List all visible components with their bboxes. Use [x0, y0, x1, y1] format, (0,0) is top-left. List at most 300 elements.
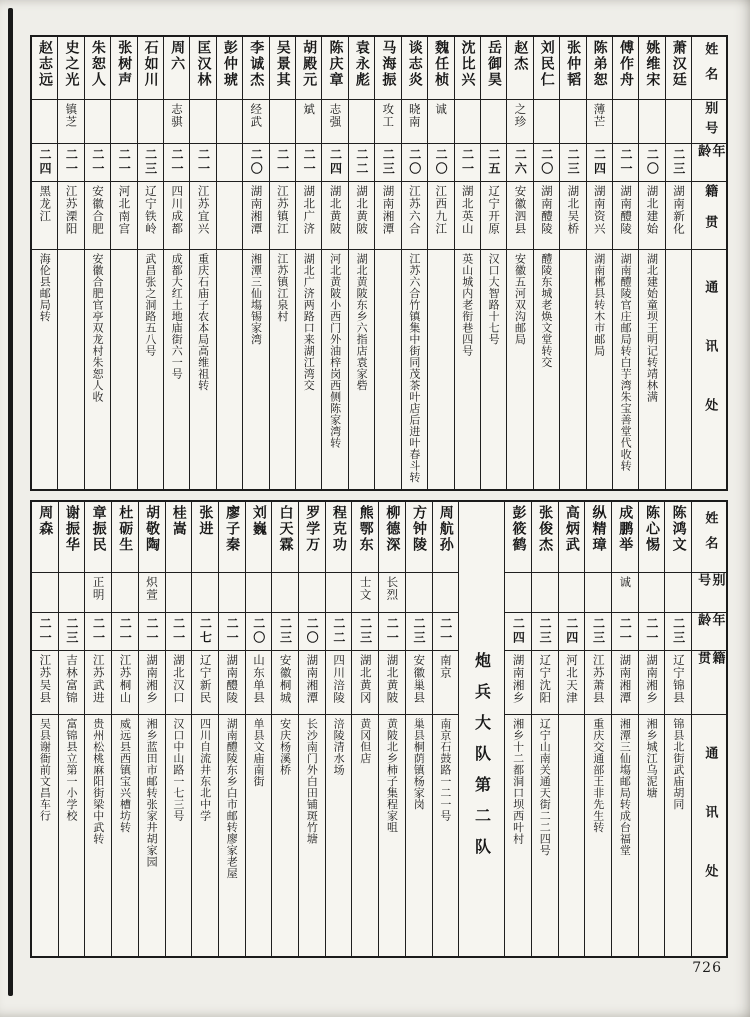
address-cell	[428, 249, 453, 489]
name-cell	[59, 502, 85, 572]
name-cell-text: 周森	[37, 505, 54, 537]
native-place-cell-text: 湖北吴桥	[566, 185, 581, 235]
alias-cell	[481, 99, 506, 143]
age-cell-text: 二一	[171, 616, 186, 645]
person-column	[455, 37, 481, 489]
alias-cell	[85, 99, 110, 143]
age-cell-text: 二〇	[407, 147, 422, 176]
native-place-cell-text: 湖南湘潭	[618, 654, 633, 704]
alias-cell	[326, 572, 352, 612]
alias-cell	[139, 572, 165, 612]
header-address	[692, 249, 726, 489]
name-cell-text: 陈鸿文	[670, 505, 687, 553]
age-cell	[428, 143, 453, 181]
address-cell-text: 湖南郴县转木市邮局	[592, 253, 606, 357]
name-cell-text: 胡敬陶	[144, 505, 160, 553]
age-cell-text: 二三	[566, 147, 581, 176]
alias-cell	[505, 572, 531, 612]
age-cell-text: 二五	[486, 147, 501, 176]
address-cell	[299, 714, 325, 956]
native-place-cell	[665, 650, 691, 714]
person-column	[507, 37, 533, 489]
native-place-cell-text: 辽宁铁岭	[143, 185, 158, 235]
name-cell-text: 程克功	[330, 505, 347, 553]
address-cell	[505, 714, 531, 956]
age-cell	[217, 143, 242, 181]
alias-cell-text: 晓南	[407, 103, 422, 128]
alias-cell	[665, 572, 691, 612]
name-cell	[505, 502, 531, 572]
alias-cell	[375, 99, 400, 143]
age-cell	[243, 143, 268, 181]
address-cell	[352, 714, 378, 956]
alias-cell	[166, 572, 192, 612]
address-cell	[243, 249, 268, 489]
age-cell-text: 二一	[618, 616, 633, 645]
address-cell	[402, 249, 427, 489]
address-cell-text: 安徽五河双沟邮局	[513, 253, 527, 345]
scan-edge-bar	[8, 8, 13, 996]
unit-divider-label: 炮兵大队第二队	[472, 652, 492, 869]
native-place-cell-text: 江苏武进	[91, 654, 106, 704]
address-cell	[85, 249, 110, 489]
age-cell-text: 二三	[381, 147, 396, 176]
name-cell	[455, 37, 480, 99]
alias-cell	[322, 99, 347, 143]
alias-cell	[455, 99, 480, 143]
person-column	[164, 37, 190, 489]
name-cell-text: 成鹏举	[617, 505, 634, 553]
age-cell-text: 二〇	[539, 147, 554, 176]
header-address-text: 通讯处	[702, 280, 718, 457]
native-place-cell-text: 南京	[438, 654, 453, 679]
person-column	[299, 502, 326, 956]
alias-cell-text: 正明	[91, 576, 106, 601]
native-place-cell	[85, 181, 110, 249]
native-place-cell-text: 四川成都	[170, 185, 185, 235]
header-alias	[692, 99, 726, 143]
address-cell	[138, 249, 163, 489]
person-column	[138, 37, 164, 489]
header-column	[692, 502, 726, 956]
native-place-cell-text: 江西九江	[434, 185, 449, 235]
native-place-cell-text: 湖北汉口	[171, 654, 186, 704]
age-cell-text: 二三	[143, 147, 158, 176]
age-cell	[192, 612, 218, 650]
name-cell	[428, 37, 453, 99]
age-cell-text: 二四	[38, 147, 52, 176]
age-cell	[587, 143, 612, 181]
alias-cell	[58, 99, 83, 143]
name-cell-text: 罗学万	[304, 505, 321, 553]
address-cell-text: 富锦县立第一小学校	[65, 718, 79, 822]
name-cell-text: 谈志炎	[406, 40, 423, 88]
alias-cell	[402, 99, 427, 143]
native-place-cell-text: 湖北黄陂	[328, 185, 343, 235]
age-cell-text: 二〇	[645, 147, 660, 176]
alias-cell	[534, 99, 559, 143]
name-cell	[85, 37, 110, 99]
alias-cell	[190, 99, 215, 143]
native-place-cell	[32, 181, 57, 249]
name-cell	[246, 502, 272, 572]
address-cell-text: 单县文庙南街	[251, 718, 265, 787]
alias-cell	[585, 572, 611, 612]
name-cell	[639, 37, 664, 99]
address-cell-text: 汉口大智路十七号	[487, 253, 501, 345]
alias-cell	[296, 99, 321, 143]
native-place-cell	[59, 650, 85, 714]
native-place-cell	[379, 650, 405, 714]
address-cell	[665, 714, 691, 956]
name-cell-text: 朱恕人	[89, 40, 106, 88]
name-cell-text: 白天霖	[277, 505, 294, 553]
person-column	[326, 502, 353, 956]
native-place-cell	[299, 650, 325, 714]
address-cell	[164, 249, 189, 489]
native-place-cell	[507, 181, 532, 249]
address-cell-text: 重庆交通部王非先生转	[591, 718, 605, 833]
alias-cell-text: 士文	[358, 576, 373, 601]
address-cell-text: 湖南醴陵东乡白市邮转廖家老屋	[225, 718, 239, 879]
address-cell	[406, 714, 432, 956]
name-cell	[585, 502, 611, 572]
name-cell-text: 张树声	[116, 40, 133, 88]
native-place-cell-text: 安徽巢县	[412, 654, 427, 704]
native-place-cell-text: 江苏宜兴	[196, 185, 211, 235]
native-place-cell	[111, 181, 136, 249]
address-cell	[666, 249, 691, 489]
alias-cell-text: 薄芒	[592, 103, 607, 128]
person-column	[639, 502, 666, 956]
age-cell-text: 二四	[564, 616, 579, 645]
native-place-cell-text: 湖北英山	[460, 185, 475, 235]
person-column	[190, 37, 216, 489]
name-cell-text: 史之光	[63, 40, 80, 88]
native-place-cell-text: 湖北建始	[645, 185, 660, 235]
alias-cell-text: 之珍	[513, 103, 528, 128]
alias-cell	[192, 572, 218, 612]
age-cell	[299, 612, 325, 650]
address-cell	[112, 714, 138, 956]
name-cell	[219, 502, 245, 572]
person-column	[32, 502, 59, 956]
alias-cell	[587, 99, 612, 143]
alias-cell-text: 镇芝	[64, 103, 79, 128]
header-alias	[692, 572, 726, 612]
native-place-cell-text: 湖南资兴	[592, 185, 607, 235]
native-place-cell	[246, 650, 272, 714]
alias-cell	[406, 572, 432, 612]
address-cell-text: 醴陵东城老焕文堂转交	[539, 253, 553, 368]
age-cell-text: 二一	[170, 147, 185, 176]
address-cell-text: 湖北黄陂东乡六指店袁家砦	[355, 253, 369, 391]
name-cell	[375, 37, 400, 99]
native-place-cell	[190, 181, 215, 249]
address-cell-text: 汉口中山路一七三号	[171, 718, 185, 822]
age-cell-text: 二一	[618, 147, 633, 176]
alias-cell-text: 炽萱	[144, 576, 159, 601]
name-cell-text: 章振民	[90, 505, 107, 553]
address-cell	[455, 249, 480, 489]
person-column	[166, 502, 193, 956]
name-cell	[138, 37, 163, 99]
address-cell-text: 贵州松桃麻阳街梁中武转	[91, 718, 105, 845]
age-cell-text: 二三	[591, 616, 606, 645]
address-cell	[270, 249, 295, 489]
native-place-cell	[428, 181, 453, 249]
person-column	[406, 502, 433, 956]
name-cell	[164, 37, 189, 99]
alias-cell	[532, 572, 558, 612]
name-cell-text: 石如川	[142, 40, 159, 88]
native-place-cell	[272, 650, 298, 714]
person-column	[139, 502, 166, 956]
name-cell-text: 纵精璋	[590, 505, 607, 553]
alias-cell	[433, 572, 459, 612]
name-cell-text: 赵杰	[512, 40, 529, 72]
address-cell	[560, 249, 585, 489]
address-cell-text: 湘潭三仙塲锡家湾	[249, 253, 263, 345]
age-cell	[138, 143, 163, 181]
alias-cell-text: 经武	[249, 103, 264, 128]
address-cell-text: 湖北广济两路口来湖江湾交	[302, 253, 316, 391]
name-cell-text: 周六	[169, 40, 186, 72]
age-cell	[190, 143, 215, 181]
age-cell	[111, 143, 136, 181]
age-cell-text: 二四	[511, 616, 526, 645]
roster-table-bottom	[30, 500, 728, 958]
address-cell-text: 湖南醴陵官庄邮局转白芋湾朱宝善堂代收转	[619, 253, 633, 472]
native-place-cell-text: 湖南湘潭	[381, 185, 396, 235]
name-cell	[192, 502, 218, 572]
native-place-cell-text: 吉林富锦	[65, 654, 80, 704]
age-cell	[112, 612, 138, 650]
native-place-cell	[612, 650, 638, 714]
age-cell-text: 二一	[196, 147, 211, 176]
age-cell-text: 二三	[64, 616, 79, 645]
alias-cell	[299, 572, 325, 612]
person-column	[85, 37, 111, 489]
address-cell	[85, 714, 111, 956]
alias-cell-text: 攻工	[381, 103, 396, 128]
age-cell-text: 二一	[38, 616, 53, 645]
name-cell-text: 廖子秦	[224, 505, 241, 553]
address-cell-text: 湘潭三仙塲邮局转成台福堂	[618, 718, 632, 856]
name-cell-text: 刘民仁	[538, 40, 555, 88]
header-native-place-text: 籍贯	[695, 651, 725, 682]
age-cell-text: 二一	[275, 147, 290, 176]
address-cell-text: 武昌张之洞路五八号	[143, 253, 157, 357]
name-cell-text: 杜砺生	[117, 505, 134, 553]
age-cell	[560, 143, 585, 181]
person-column	[59, 502, 86, 956]
age-cell-text: 二三	[278, 616, 293, 645]
person-column	[111, 37, 137, 489]
age-cell-text: 二〇	[251, 616, 266, 645]
address-cell	[166, 714, 192, 956]
name-cell	[299, 502, 325, 572]
age-cell	[507, 143, 532, 181]
alias-cell	[111, 99, 136, 143]
person-column	[58, 37, 84, 489]
name-cell-text: 沈比兴	[459, 40, 476, 88]
name-cell-text: 李诚杰	[248, 40, 265, 88]
name-cell	[270, 37, 295, 99]
age-cell	[58, 143, 83, 181]
name-cell	[32, 37, 57, 99]
native-place-cell	[85, 650, 111, 714]
name-cell-text: 张俊杰	[537, 505, 554, 553]
address-cell	[612, 714, 638, 956]
age-cell	[505, 612, 531, 650]
age-cell	[32, 143, 57, 181]
address-cell-text: 江苏六合竹镇集中街同茂茶叶店后进叶春斗转	[407, 253, 421, 483]
alias-cell	[112, 572, 138, 612]
address-cell	[32, 249, 57, 489]
name-cell-text: 熊鄂东	[357, 505, 374, 553]
alias-cell	[560, 99, 585, 143]
native-place-cell-text: 河北天津	[565, 654, 579, 704]
person-column	[112, 502, 139, 956]
age-cell-text: 二一	[302, 147, 317, 176]
address-cell-text: 江苏镇江泉村	[275, 253, 289, 322]
native-place-cell-text: 江苏六合	[407, 185, 422, 235]
address-cell	[481, 249, 506, 489]
native-place-cell-text: 江苏桐山	[118, 654, 133, 704]
alias-cell	[246, 572, 272, 612]
alias-cell-text: 诚	[434, 103, 449, 116]
name-cell-text: 桂嵩	[170, 505, 187, 537]
name-cell	[58, 37, 83, 99]
address-cell-text: 英山城内老衔巷四号	[460, 253, 474, 357]
person-column	[481, 37, 507, 489]
name-cell	[272, 502, 298, 572]
age-cell-text: 二三	[671, 616, 686, 645]
native-place-cell	[613, 181, 638, 249]
native-place-cell-text: 湖北黄冈	[358, 654, 373, 704]
age-cell	[296, 143, 321, 181]
native-place-cell	[270, 181, 295, 249]
address-cell	[587, 249, 612, 489]
header-name	[692, 37, 726, 99]
name-cell	[326, 502, 352, 572]
address-cell	[190, 249, 215, 489]
native-place-cell	[349, 181, 374, 249]
age-cell	[352, 612, 378, 650]
age-cell-text: 二一	[385, 616, 400, 645]
native-place-cell	[326, 650, 352, 714]
name-cell	[560, 37, 585, 99]
person-column	[32, 37, 58, 489]
person-column	[559, 502, 586, 956]
alias-cell	[639, 99, 664, 143]
person-column	[534, 37, 560, 489]
address-cell-text: 安庆杨溪桥	[278, 718, 292, 776]
person-column	[505, 502, 532, 956]
native-place-cell-text: 湖北黄陂	[355, 185, 370, 235]
address-cell-text: 吴县谢衙前文昌车行	[38, 718, 52, 822]
native-place-cell-text: 四川涪陵	[332, 654, 347, 704]
native-place-cell	[219, 650, 245, 714]
name-cell	[190, 37, 215, 99]
name-cell-text: 萧汉廷	[670, 40, 687, 88]
name-cell	[111, 37, 136, 99]
age-cell	[534, 143, 559, 181]
age-cell	[666, 143, 691, 181]
person-column	[349, 37, 375, 489]
native-place-cell	[585, 650, 611, 714]
age-cell	[532, 612, 558, 650]
address-cell	[246, 714, 272, 956]
person-column	[246, 502, 273, 956]
alias-cell-text: 志强	[328, 103, 343, 128]
name-cell-text: 吴景其	[274, 40, 291, 88]
address-cell	[59, 714, 85, 956]
alias-cell	[32, 99, 57, 143]
age-cell-text: 二一	[117, 147, 132, 176]
name-cell-text: 彭筱鹤	[510, 505, 527, 553]
native-place-cell	[112, 650, 138, 714]
name-cell	[112, 502, 138, 572]
age-cell	[166, 612, 192, 650]
person-column	[379, 502, 406, 956]
header-address	[692, 714, 726, 956]
name-cell	[166, 502, 192, 572]
name-cell	[243, 37, 268, 99]
header-alias-text: 别号	[695, 573, 725, 593]
header-native-place-text: 籍贯	[702, 183, 718, 246]
address-cell	[507, 249, 532, 489]
alias-cell-text: 诚	[618, 576, 633, 589]
native-place-cell-text: 安徽泗县	[513, 185, 528, 235]
alias-cell	[666, 99, 691, 143]
native-place-cell	[58, 181, 83, 249]
native-place-cell-text: 辽宁开原	[487, 185, 502, 235]
name-cell-text: 张仲韬	[565, 40, 582, 88]
name-cell-text: 彭仲琥	[221, 40, 238, 88]
native-place-cell-text: 湖南醴陵	[539, 185, 554, 235]
alias-cell	[612, 572, 638, 612]
person-column	[560, 37, 586, 489]
native-place-cell-text: 江苏吴县	[38, 654, 53, 704]
name-cell-text: 高炳武	[563, 505, 580, 553]
native-place-cell-text: 辽宁沈阳	[538, 654, 553, 704]
name-cell	[534, 37, 559, 99]
address-cell-text: 威远县西镇宝兴槽坊转	[118, 718, 132, 833]
age-cell	[455, 143, 480, 181]
person-column	[85, 502, 112, 956]
roster-table-top	[30, 35, 728, 491]
address-cell-text: 重庆石庙子农本局高维祖转	[196, 253, 210, 391]
address-cell-text: 成都大红土地庙街六一号	[170, 253, 184, 380]
name-cell-text: 刘巍	[250, 505, 267, 537]
name-cell-text: 傅作舟	[617, 40, 634, 88]
age-cell-text: 二一	[91, 616, 106, 645]
address-cell-text: 湘乡蓝田市邮转张家井胡家园	[145, 718, 159, 868]
age-cell	[613, 143, 638, 181]
header-age-text: 年龄	[695, 613, 725, 633]
alias-cell	[639, 572, 665, 612]
alias-cell	[164, 99, 189, 143]
native-place-cell	[534, 181, 559, 249]
age-cell-text: 二〇	[305, 616, 320, 645]
age-cell-text: 二一	[64, 147, 79, 176]
address-cell-text: 海伦县邮局转	[38, 253, 52, 322]
native-place-cell	[505, 650, 531, 714]
native-place-cell	[352, 650, 378, 714]
age-cell-text: 二三	[358, 616, 373, 645]
